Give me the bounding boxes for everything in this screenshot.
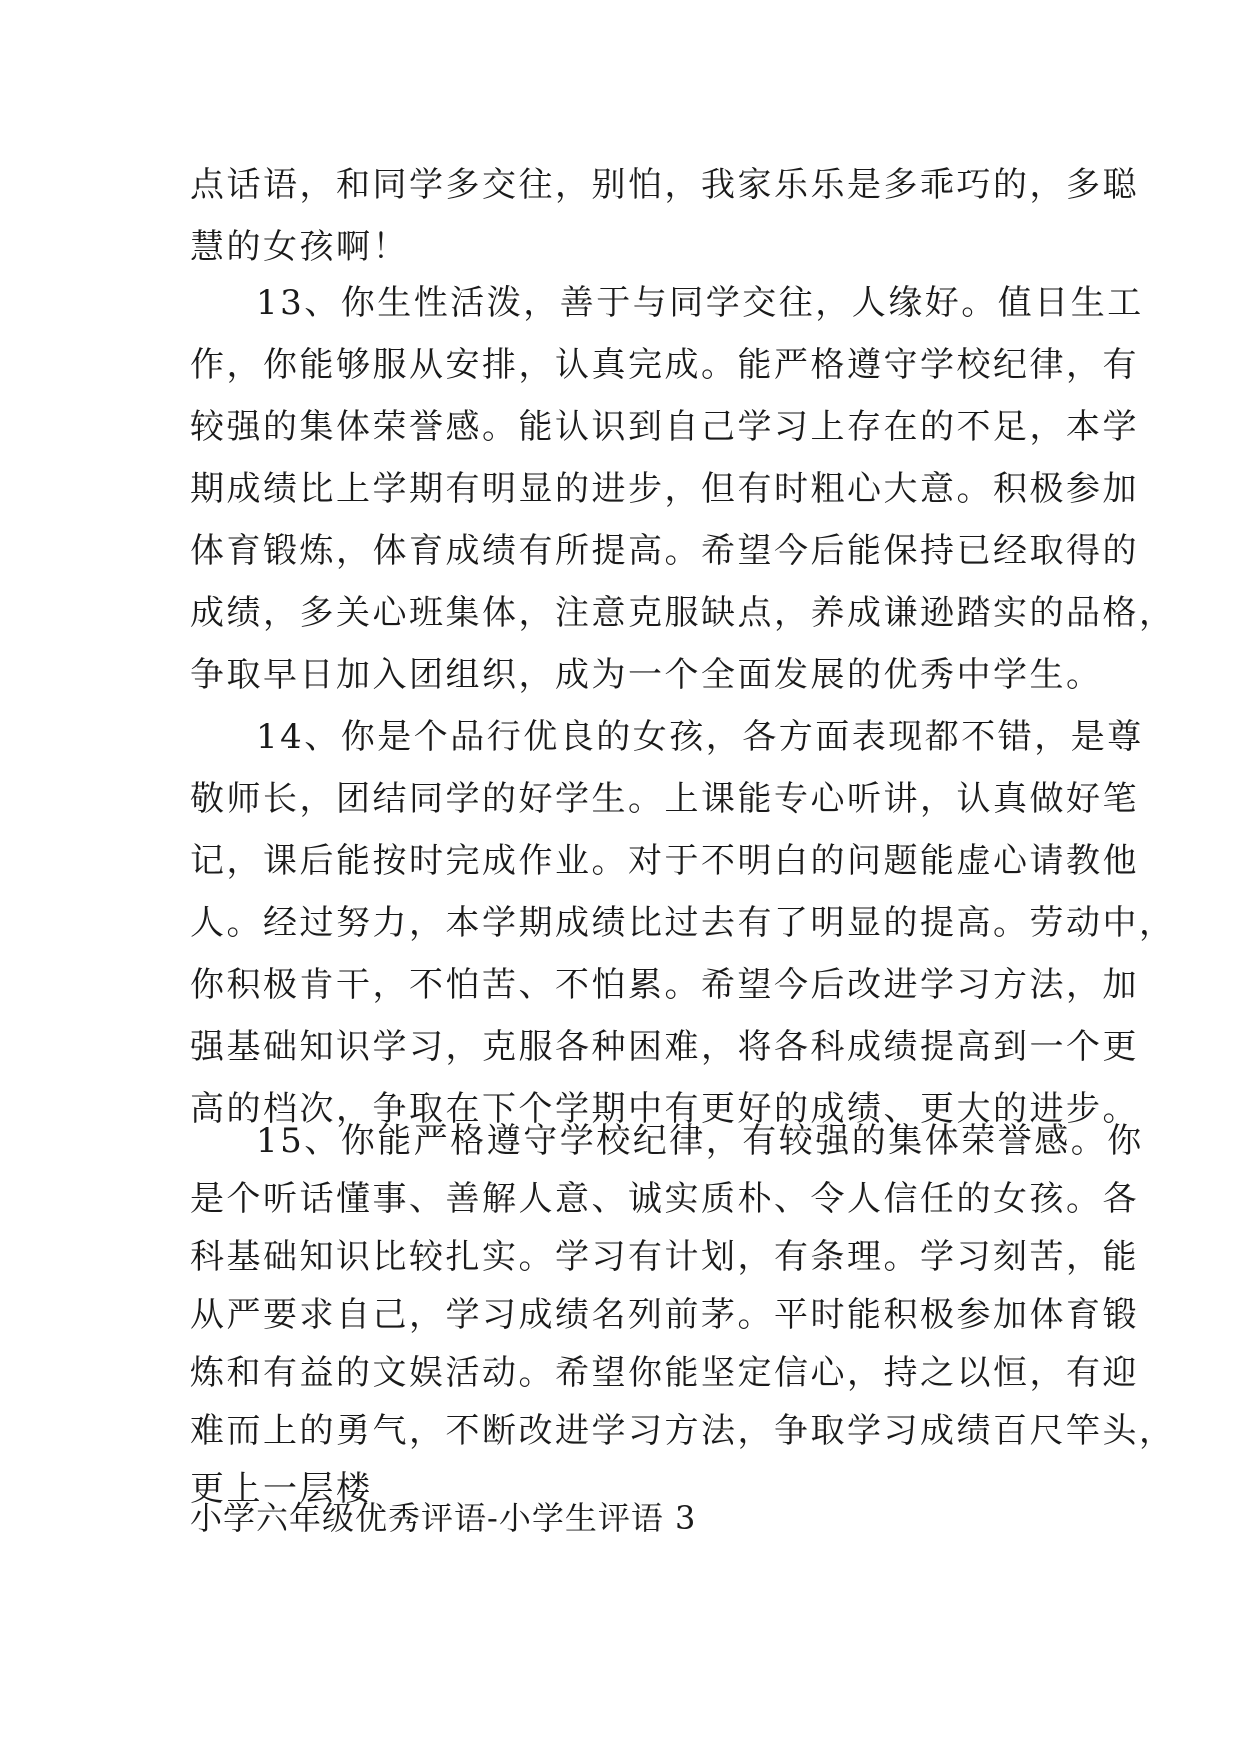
comment-15 xyxy=(190,1112,1176,1518)
text-line: 从严要求自己，学习成绩名列前茅。平时能积极参加体育锻 xyxy=(190,1295,1139,1335)
text-line: 高的档次，争取在下个学期中有更好的成绩、更大的进步。 xyxy=(190,1089,1139,1129)
text-line: 作，你能够服从安排，认真完成。能严格遵守学校纪律，有 xyxy=(190,345,1139,385)
text-line: 成绩，多关心班集体，注意克服缺点，养成谦逊踏实的品格， xyxy=(190,593,1176,633)
comment-13 xyxy=(190,272,1176,706)
comment-14 xyxy=(190,706,1176,1140)
text-line: 15、你能严格遵守学校纪律，有较强的集体荣誉感。你 xyxy=(256,1121,1144,1161)
text-line: 记，课后能按时完成作业。对于不明白的问题能虚心请教他 xyxy=(190,841,1139,881)
text-line: 13、你生性活泼，善于与同学交往，人缘好。值日生工 xyxy=(256,283,1144,323)
text-line: 点话语，和同学多交往，别怕，我家乐乐是多乖巧的，多聪 xyxy=(190,165,1139,205)
text-line: 慧的女孩啊！ xyxy=(190,227,409,267)
text-line: 14、你是个品行优良的女孩，各方面表现都不错，是尊 xyxy=(256,717,1144,757)
text-line: 强基础知识学习，克服各种困难，将各科成绩提高到一个更 xyxy=(190,1027,1139,1067)
section-heading: 小学六年级优秀评语-小学生评语 3 xyxy=(190,1499,697,1537)
text-line: 是个听话懂事、善解人意、诚实质朴、令人信任的女孩。各 xyxy=(190,1179,1139,1219)
text-line: 更上一层楼 xyxy=(190,1469,373,1509)
text-line: 期成绩比上学期有明显的进步，但有时粗心大意。积极参加 xyxy=(190,469,1139,509)
text-line: 难而上的勇气，不断改进学习方法，争取学习成绩百尺竿头， xyxy=(190,1411,1176,1451)
paragraph-continuation xyxy=(190,154,1139,278)
text-line: 敬师长，团结同学的好学生。上课能专心听讲，认真做好笔 xyxy=(190,779,1139,819)
text-line: 炼和有益的文娱活动。希望你能坚定信心，持之以恒，有迎 xyxy=(190,1353,1139,1393)
text-line: 科基础知识比较扎实。学习有计划，有条理。学习刻苦，能 xyxy=(190,1237,1139,1277)
text-line: 争取早日加入团组织，成为一个全面发展的优秀中学生。 xyxy=(190,655,1103,695)
text-line: 较强的集体荣誉感。能认识到自己学习上存在的不足，本学 xyxy=(190,407,1139,447)
text-line: 人。经过努力，本学期成绩比过去有了明显的提高。劳动中， xyxy=(190,903,1176,943)
text-line: 体育锻炼，体育成绩有所提高。希望今后能保持已经取得的 xyxy=(190,531,1139,571)
text-line: 你积极肯干，不怕苦、不怕累。希望今后改进学习方法，加 xyxy=(190,965,1139,1005)
